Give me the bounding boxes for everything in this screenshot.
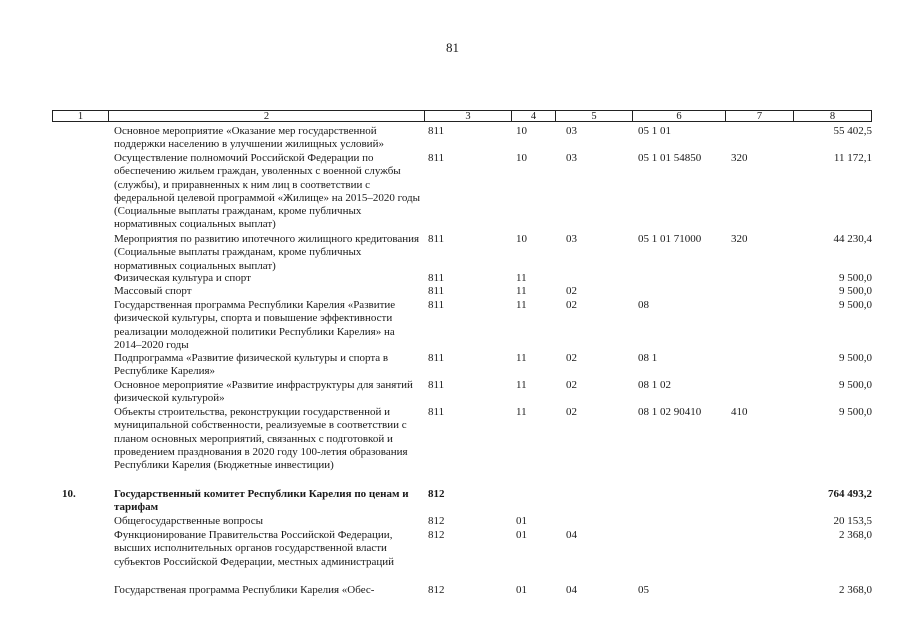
row-code-3: 811 (428, 233, 445, 245)
row-code-3: 811 (428, 285, 445, 297)
row-amount: 44 230,4 (833, 233, 872, 245)
row-code-5: 02 (566, 352, 577, 364)
row-code-3: 811 (428, 152, 445, 164)
row-code-3: 811 (428, 406, 445, 418)
row-amount: 9 500,0 (839, 406, 872, 418)
row-code-7: 410 (731, 406, 748, 418)
row-code-5: 02 (566, 285, 577, 297)
header-col-3: 3 (424, 110, 511, 122)
row-code-6: 08 1 02 90410 (638, 406, 702, 418)
row-name: Осуществление полномочий Российской Федерации по обеспечению жильем граждан, уволенных с военной службы (службы), и приравненных к ним лиц в соответствии с федеральной целевой программой «Жилище» на 2015–2020 годы (Социальные выплаты гражданам, кроме публичных нормативных социальных выплат) (114, 152, 420, 231)
row-code-4: 01 (516, 529, 527, 541)
row-code-3: 811 (428, 272, 445, 284)
row-code-3: 811 (428, 352, 445, 364)
row-amount: 20 153,5 (833, 515, 872, 527)
row-name: Функционирование Правительства Российской Федерации, высших исполнительных органов государственной власти субъектов Российской Федерации, местных администраций (114, 529, 395, 568)
header-col-7: 7 (725, 110, 793, 122)
page-number: 81 (446, 40, 459, 55)
row-code-4: 11 (516, 406, 527, 418)
row-code-6: 05 1 01 54850 (638, 152, 702, 164)
row-code-6: 05 1 01 71000 (638, 233, 702, 245)
row-amount: 764 493,2 (828, 488, 872, 500)
row-amount: 55 402,5 (833, 125, 872, 137)
row-code-5: 03 (566, 233, 577, 245)
row-name: Объекты строительства, реконструкции государственной и муниципальной собственности, реализуемые в соответствии с планом основных мероприятий, связанных с подготовкой и проведением празднования в 2020 году 100-летия образования Республики Карелия (Бюджетные инвестиции) (114, 406, 408, 472)
row-code-5: 02 (566, 299, 577, 311)
row-code-4: 10 (516, 125, 527, 137)
row-code-4: 11 (516, 272, 527, 284)
row-amount: 9 500,0 (839, 352, 872, 364)
header-col-6: 6 (632, 110, 725, 122)
header-col-8: 8 (793, 110, 872, 122)
row-code-4: 01 (516, 584, 527, 596)
row-code-3: 812 (428, 584, 445, 596)
row-name: Государственая программа Республики Карелия «Обес- (114, 584, 375, 596)
row-code-4: 10 (516, 233, 527, 245)
row-name: Государственный комитет Республики Карелия по ценам и тарифам (114, 488, 409, 514)
header-col-2: 2 (108, 110, 424, 122)
row-code-6: 05 (638, 584, 649, 596)
row-number: 10. (62, 488, 76, 500)
row-code-4: 11 (516, 379, 527, 391)
row-name: Подпрограмма «Развитие физической культуры и спорта в Республике Карелия» (114, 352, 389, 378)
row-code-4: 11 (516, 285, 527, 297)
row-code-3: 812 (428, 515, 445, 527)
row-code-4: 01 (516, 515, 527, 527)
row-code-3: 811 (428, 299, 445, 311)
row-code-6: 08 1 02 (638, 379, 671, 391)
row-name: Физическая культура и спорт (114, 272, 251, 284)
row-code-4: 11 (516, 299, 527, 311)
row-code-7: 320 (731, 152, 748, 164)
row-name: Массовый спорт (114, 285, 192, 297)
row-amount: 11 172,1 (833, 152, 872, 164)
row-code-5: 02 (566, 379, 577, 391)
row-amount: 9 500,0 (839, 299, 872, 311)
row-code-5: 04 (566, 584, 577, 596)
row-code-4: 10 (516, 152, 527, 164)
row-amount: 9 500,0 (839, 272, 872, 284)
row-amount: 9 500,0 (839, 379, 872, 391)
row-code-5: 02 (566, 406, 577, 418)
row-code-5: 03 (566, 125, 577, 137)
header-col-1: 1 (52, 110, 108, 122)
row-name: Общегосударственные вопросы (114, 515, 263, 527)
row-code-6: 08 1 (638, 352, 658, 364)
row-name: Государственная программа Республики Карелия «Развитие физической культуры, спорта и повышение эффективности реализации молодежной политики Республики Карелия» на 2014–2020 годы (114, 299, 396, 351)
row-code-5: 03 (566, 152, 577, 164)
header-col-5: 5 (555, 110, 632, 122)
row-code-6: 08 (638, 299, 649, 311)
row-code-3: 811 (428, 125, 445, 137)
row-amount: 2 368,0 (839, 584, 872, 596)
row-code-6: 05 1 01 (638, 125, 671, 137)
row-name: Основное мероприятие «Оказание мер государственной поддержки населению в улучшении жилищных условий» (114, 125, 384, 151)
row-code-3: 811 (428, 379, 445, 391)
row-code-7: 320 (731, 233, 748, 245)
row-code-4: 11 (516, 352, 527, 364)
header-col-4: 4 (511, 110, 555, 122)
row-amount: 2 368,0 (839, 529, 872, 541)
row-code-3: 812 (428, 529, 445, 541)
row-code-5: 04 (566, 529, 577, 541)
row-name: Основное мероприятие «Развитие инфраструктуры для занятий физической культурой» (114, 379, 413, 405)
row-code-3: 812 (428, 488, 445, 500)
row-name: Мероприятия по развитию ипотечного жилищного кредитования (Социальные выплаты гражданам, кроме публичных нормативных социальных выплат) (114, 233, 420, 272)
row-amount: 9 500,0 (839, 285, 872, 297)
